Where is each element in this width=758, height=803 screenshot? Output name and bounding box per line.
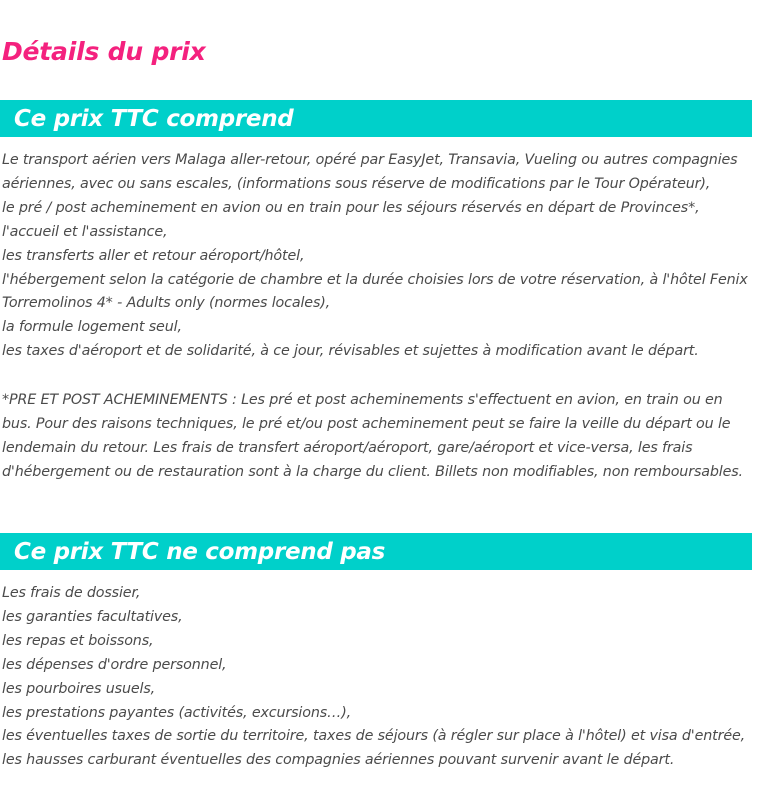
included-items-list <box>2 149 752 364</box>
list-item: les hausses carburant éventuelles des compagnies aériennes pouvant survenir avant le départ. <box>2 752 675 769</box>
list-item: Les frais de dossier, <box>2 585 141 601</box>
section-header-excluded <box>0 533 752 570</box>
footnote-paragraph: *PRE ET POST ACHEMINEMENTS : Les pré et post acheminements s'effectuent en avion, en train ou en bus. Pour des raisons techniques, le pré et/ou post acheminement peut se faire la veille du départ ou le lendemain du retour. Les frais de transfert aéroport/aéroport, gare/aéroport et vice-versa, les frais d'hébergement ou de restauration sont à la charge du client. Billets non modifiables, non remboursables. <box>2 392 743 480</box>
list-item: les repas et boissons, <box>2 632 154 649</box>
section-header-excluded-label: Ce prix TTC ne comprend pas <box>14 539 386 565</box>
list-item: les éventuelles taxes de sortie du territoire, taxes de séjours (à régler sur place à l'hôtel) et visa d'entrée, <box>2 728 746 745</box>
list-item: les pourboires usuels, <box>2 680 156 697</box>
section-header-included <box>0 100 752 137</box>
section-header-included-label: Ce prix TTC comprend <box>14 106 294 132</box>
page-title: Détails du prix <box>2 36 206 66</box>
list-item: l'hébergement selon la catégorie de chambre et la durée choisies lors de votre réservation, à l'hôtel Fenix Torremolinos 4* - Adults only (normes locales), <box>2 271 748 312</box>
list-item: le pré / post acheminement en avion ou en train pour les séjours réservés en départ de Provinces*, <box>2 199 700 216</box>
list-item: les taxes d'aéroport et de solidarité, à ce jour, révisables et sujettes à modification avant le départ. <box>2 343 699 360</box>
list-item: les prestations payantes (activités, excursions…), <box>2 704 352 721</box>
list-item: les dépenses d'ordre personnel, <box>2 656 227 673</box>
list-item: la formule logement seul, <box>2 319 182 336</box>
list-item: l'accueil et l'assistance, <box>2 223 168 240</box>
included-footnote <box>2 389 752 485</box>
list-item: Le transport aérien vers Malaga aller-retour, opéré par EasyJet, Transavia, Vueling ou autres compagnies aériennes, avec ou sans escales, (informations sous réserve de modifications par le Tour Opérateur), <box>2 152 738 192</box>
list-item: les transferts aller et retour aéroport/hôtel, <box>2 247 305 264</box>
excluded-items-list <box>2 582 752 773</box>
list-item: les garanties facultatives, <box>2 608 183 625</box>
